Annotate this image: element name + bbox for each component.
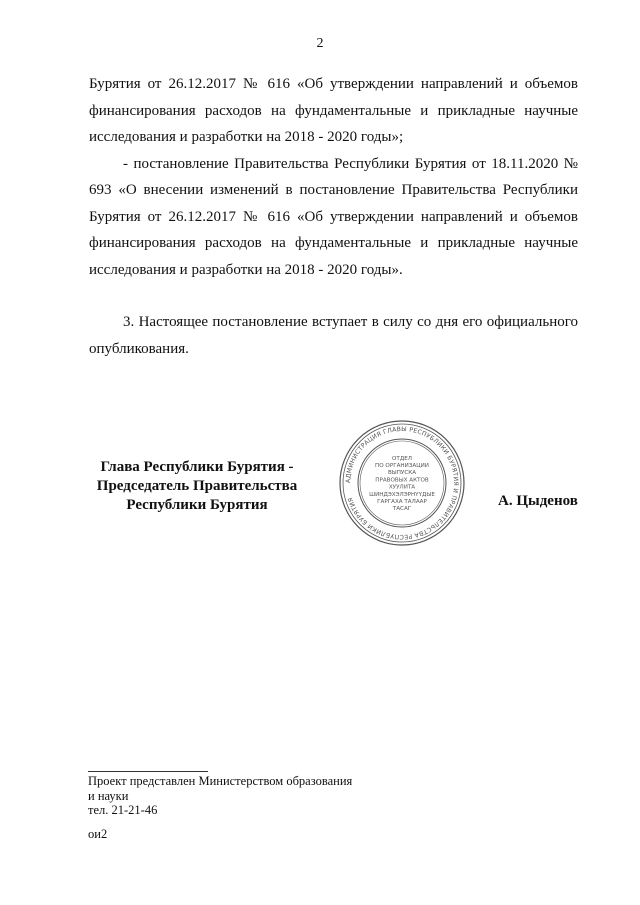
page-number: 2: [316, 36, 324, 51]
signatory-title-line-2: Председатель Правительства: [96, 478, 298, 494]
paragraph-effective-date: 3. Настоящее постановление вступает в силу со дня его официального опубликования.: [89, 314, 578, 357]
seal-center-line: ВЫПУСКА: [387, 470, 417, 477]
document-body: [89, 71, 578, 362]
seal-center-line: ХУУЛИТА: [388, 484, 416, 491]
official-seal: [337, 418, 467, 548]
seal-center-line: ПО ОРГАНИЗАЦИИ: [375, 463, 429, 469]
signatory-title-line-1: Глава Республики Бурятия -: [100, 459, 294, 475]
footnote-separator: [88, 771, 208, 772]
signatory-name: А. Цыденов: [498, 493, 578, 509]
footnote: [88, 774, 352, 818]
paragraph-continuation: Бурятия от 26.12.2017 № 616 «Об утверждении направлений и объемов финансирования расходов на фундаментальные и прикладные научные исследования и разработки на 2018 - 2020 годы»;: [89, 76, 578, 145]
signatory-title-line-3: Республики Бурятия: [126, 497, 268, 513]
seal-outer-text: АДМИНИСТРАЦИЯ ГЛАВЫ РЕСПУБЛИКИ БУРЯТИЯ И ПРАВИТЕЛЬСТВА РЕСПУБЛИКИ БУРЯТИЯ: [344, 425, 460, 541]
seal-center-line: ТАСАГ: [392, 506, 412, 513]
footnote-line-2: и науки: [88, 788, 129, 803]
footnote-line-3: тел. 21-21-46: [88, 803, 158, 817]
document-code: ои2: [88, 827, 108, 841]
signatory-title: [88, 458, 306, 515]
seal-center-line: ШИНДЭХЭЛЭРНҮҮДЫЕ: [369, 491, 435, 498]
seal-center-line: ПРАВОВЫХ АКТОВ: [375, 477, 429, 484]
paragraph-resolution-693: - постановление Правительства Республики Бурятия от 18.11.2020 № 693 «О внесении изменений в постановление Правительства Республики Бурятия от 26.12.2017 № 616 «Об утверждении направлений и объемов финансирования расходов на фундаментальные и прикладные научные исследования и разработки на 2018 - 2020 годы».: [89, 155, 578, 278]
footnote-line-1: Проект представлен Министерством образования: [88, 774, 353, 788]
seal-center-line: ОТДЕЛ: [392, 455, 412, 462]
seal-center-line: ГАРГАХА ТАЛААР: [377, 499, 427, 505]
